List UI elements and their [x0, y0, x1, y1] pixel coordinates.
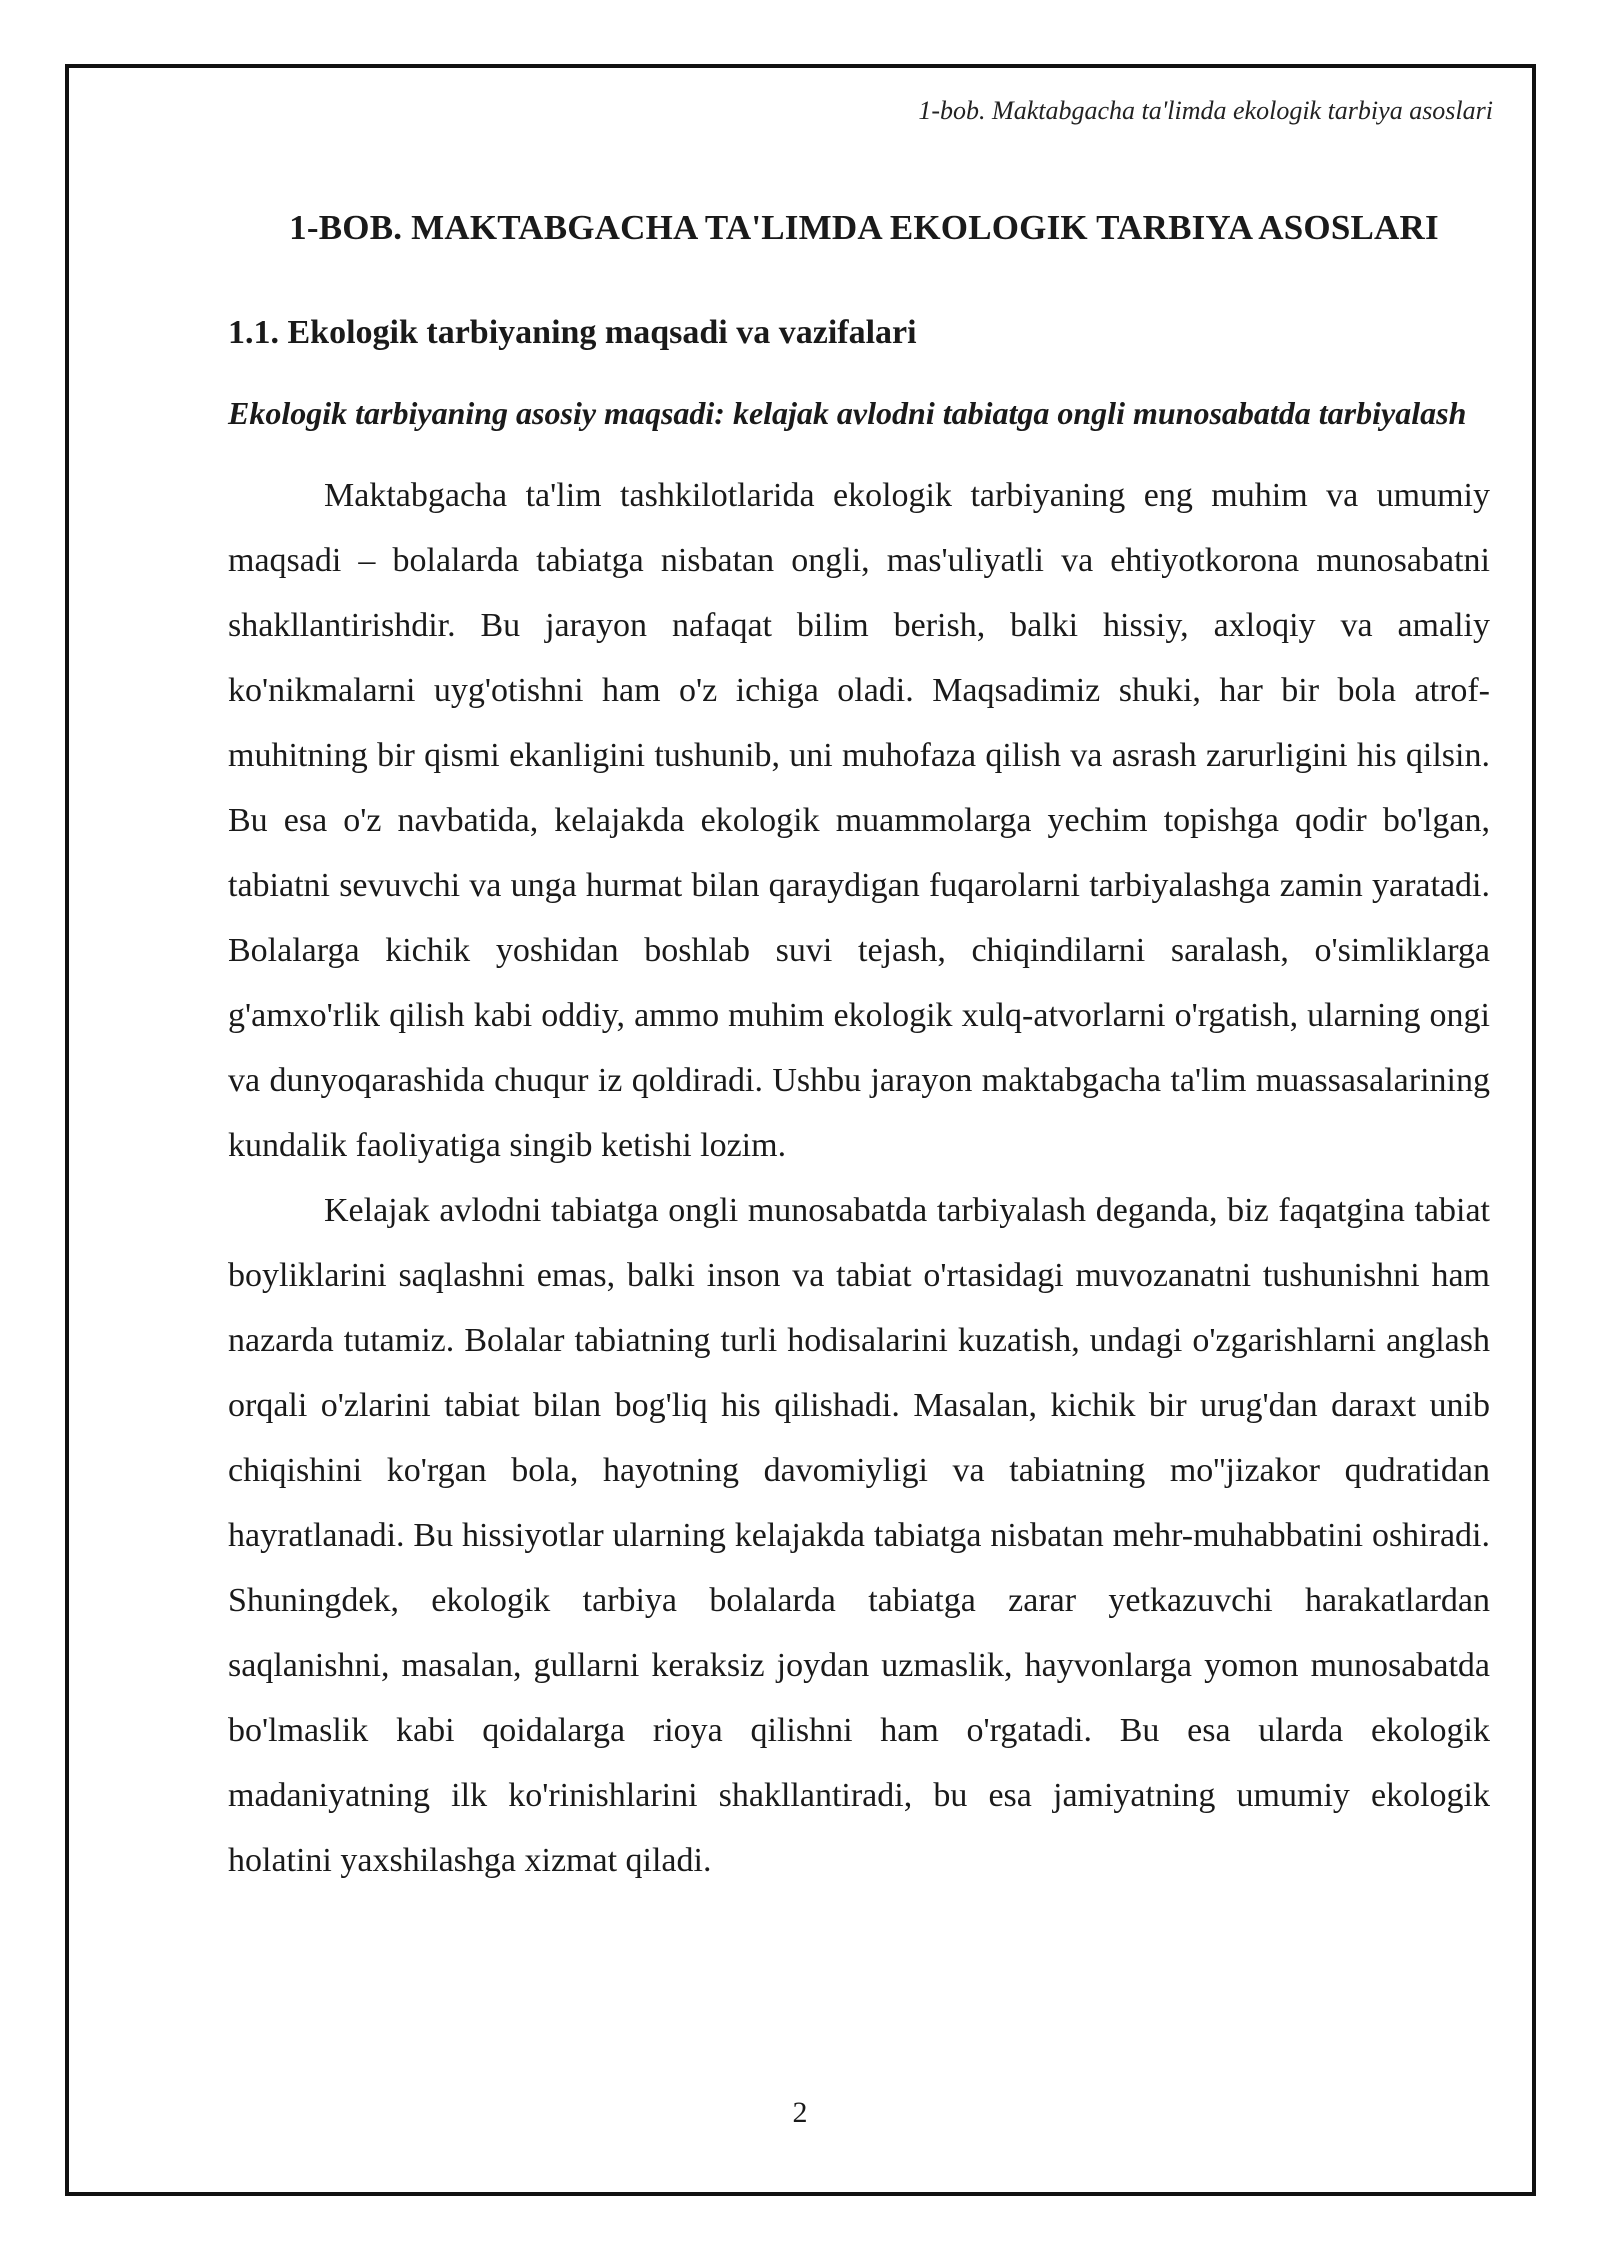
body-paragraph-1: Maktabgacha ta'lim tashkilotlarida ekologik tarbiyaning eng muhim va umumiy maqsadi – bolalarda tabiatga nisbatan ongli, mas'uliyatli va ehtiyotkorona munosabatni shakllantirishdir. Bu jarayon nafaqat bilim berish, balki hissiy, axloqiy va amaliy ko'nikmalarni uyg'otishni ham o'z ichiga oladi. Maqsadimiz shuki, har bir bola atrof-muhitning bir qismi ekanligini tushunib, uni muhofaza qilish va asrash zarurligini his qilsin. Bu esa o'z navbatida, kelajakda ekologik muammolarga yechim topishga qodir bo'lgan, tabiatni sevuvchi va unga hurmat bilan qaraydigan fuqarolarni tarbiyalashga zamin yaratadi. Bolalarga kichik yoshidan boshlab suvi tejash, chiqindilarni saralash, o'simliklarga g'amxo'rlik qilish kabi oddiy, ammo muhim ekologik xulq-atvorlarni o'rgatish, ularning ongi va dunyoqarashida chuqur iz qoldiradi. Ushbu jarayon maktabgacha ta'lim muassasalarining kundalik faoliyatiga singib ketishi lozim. — [228, 476, 1490, 1164]
running-header: 1-bob. Maktabgacha ta'limda ekologik tarbiya asoslari — [918, 96, 1493, 125]
page-number: 2 — [792, 2096, 808, 2129]
subsection-title: Ekologik tarbiyaning asosiy maqsadi: kelajak avlodni tabiatga ongli munosabatda tarbiyalash — [228, 394, 1467, 431]
section-title: 1.1. Ekologik tarbiyaning maqsadi va vazifalari — [228, 313, 917, 351]
chapter-title: 1-BOB. MAKTABGACHA TA'LIMDA EKOLOGIK TARBIYA ASOSLARI — [289, 208, 1439, 247]
body-paragraph-2: Kelajak avlodni tabiatga ongli munosabatda tarbiyalash deganda, biz faqatgina tabiat boyliklarini saqlashni emas, balki inson va tabiat o'rtasidagi muvozanatni tushunishni ham nazarda tutamiz. Bolalar tabiatning turli hodisalarini kuzatish, undagi o'zgarishlarni anglash orqali o'zlarini tabiat bilan bog'liq his qilishadi. Masalan, kichik bir urug'dan daraxt unib chiqishini ko'rgan bola, hayotning davomiyligi va tabiatning mo''jizakor qudratidan hayratlanadi. Bu hissiyotlar ularning kelajakda tabiatga nisbatan mehr-muhabbatini oshiradi. Shuningdek, ekologik tarbiya bolalarda tabiatga zarar yetkazuvchi harakatlardan saqlanishni, masalan, gullarni keraksiz joydan uzmaslik, hayvonlarga yomon munosabatda bo'lmaslik kabi qoidalarga rioya qilishni ham o'rgatadi. Bu esa ularda ekologik madaniyatning ilk ko'rinishlarini shakllantiradi, bu esa jamiyatning umumiy ekologik holatini yaxshilashga xizmat qiladi. — [228, 1191, 1490, 1879]
page-content — [228, 205, 1490, 1893]
